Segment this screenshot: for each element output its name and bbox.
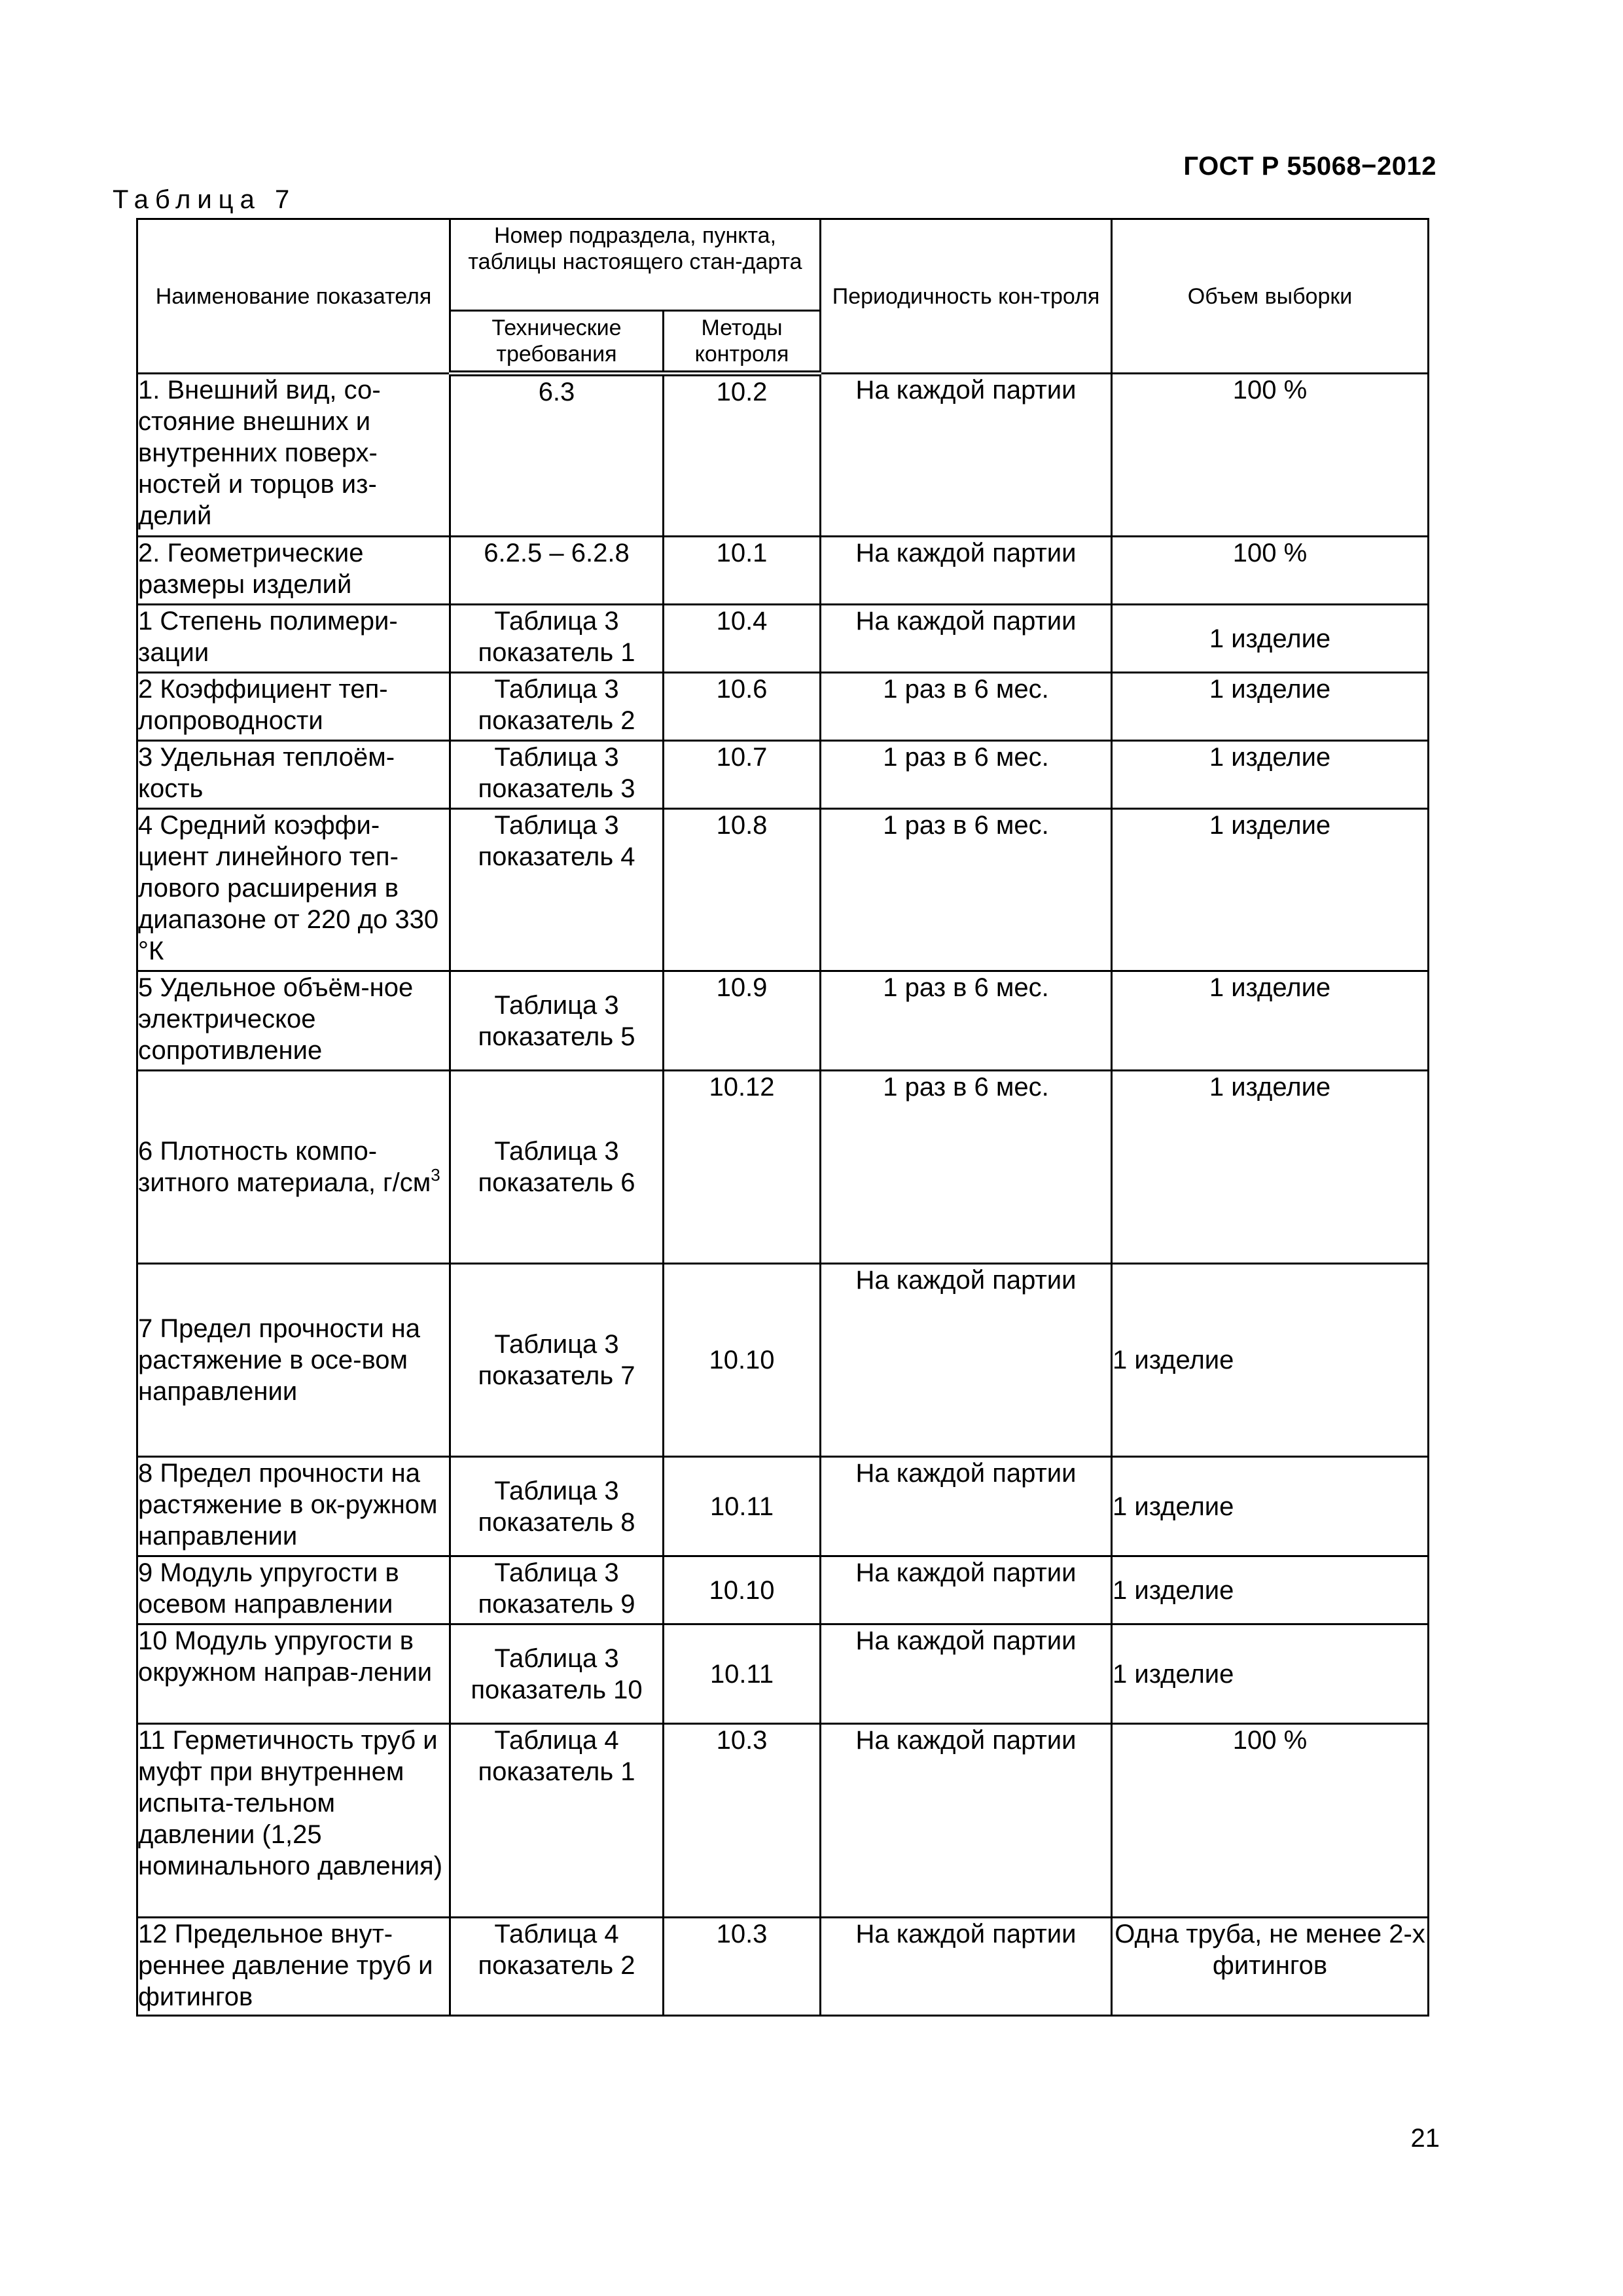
cell-period: На каждой партии: [821, 1624, 1112, 1724]
cell-name: 8 Предел прочности на растяжение в ок-ружном направлении: [137, 1457, 450, 1556]
cell-name: 5 Удельное объём-ное электрическое сопротивление: [137, 971, 450, 1071]
cell-tech: Таблица 3 показатель 10: [450, 1624, 664, 1724]
cell-sample: 1 изделие: [1112, 605, 1429, 673]
cell-methods: 10.6: [664, 673, 821, 741]
header-section-group: Номер подраздела, пункта, таблицы настоящего стан-дарта: [450, 219, 821, 311]
header-test-methods: Методы контроля: [664, 311, 821, 374]
table-row: [137, 1724, 1429, 1918]
cell-name: 4 Средний коэффи-циент линейного теп-лового расширения в диапазоне от 220 до 330 °К: [137, 809, 450, 971]
cell-period: На каждой партии: [821, 374, 1112, 537]
cell-methods: 10.12: [664, 1071, 821, 1264]
cell-methods: 10.10: [664, 1264, 821, 1457]
cell-sample: 100 %: [1112, 1724, 1429, 1918]
cell-tech: Таблица 3 показатель 6: [450, 1071, 664, 1264]
table-row: [137, 1457, 1429, 1556]
cell-name: 10 Модуль упругости в окружном направ-лении: [137, 1624, 450, 1724]
cell-sample: 1 изделие: [1112, 809, 1429, 971]
header-tech-requirements: Технические требования: [450, 311, 664, 374]
cell-methods: 10.2: [664, 374, 821, 537]
cell-name: 2 Коэффициент теп-лопроводности: [137, 673, 450, 741]
cell-tech: 6.3: [450, 374, 664, 537]
header-period: Периодичность кон-троля: [821, 219, 1112, 374]
table-row: [137, 741, 1429, 809]
cell-name: 2. Геометрические размеры изделий: [137, 537, 450, 605]
cell-sample: 1 изделие: [1112, 673, 1429, 741]
standard-designation: ГОСТ Р 55068−2012: [1183, 152, 1436, 181]
control-table: [136, 218, 1429, 2017]
cell-methods: 10.7: [664, 741, 821, 809]
cell-period: На каждой партии: [821, 1556, 1112, 1624]
cell-sample: 100 %: [1112, 537, 1429, 605]
cell-sample: 100 %: [1112, 374, 1429, 537]
cell-tech: Таблица 3 показатель 4: [450, 809, 664, 971]
cell-tech: Таблица 3 показатель 9: [450, 1556, 664, 1624]
header-name: Наименование показателя: [137, 219, 450, 374]
cell-methods: 10.3: [664, 1724, 821, 1918]
cell-period: На каждой партии: [821, 1918, 1112, 2016]
cell-period: 1 раз в 6 мес.: [821, 971, 1112, 1071]
cell-tech: Таблица 4 показатель 1: [450, 1724, 664, 1918]
table-row: [137, 1264, 1429, 1457]
table-row: [137, 1556, 1429, 1624]
cell-sample: 1 изделие: [1112, 1264, 1429, 1457]
cell-period: 1 раз в 6 мес.: [821, 741, 1112, 809]
cell-name: 1. Внешний вид, со-стояние внешних и внутренних поверх-ностей и торцов из-делий: [137, 374, 450, 537]
cell-name: [137, 1071, 450, 1264]
cell-tech: Таблица 3 показатель 2: [450, 673, 664, 741]
cell-sample: 1 изделие: [1112, 1624, 1429, 1724]
cell-name: 1 Степень полимери-зации: [137, 605, 450, 673]
cell-tech: Таблица 3 показатель 5: [450, 971, 664, 1071]
cell-name: 7 Предел прочности на растяжение в осе-вом направлении: [137, 1264, 450, 1457]
cell-sample: Одна труба, не менее 2-х фитингов: [1112, 1918, 1429, 2016]
cell-methods: 10.3: [664, 1918, 821, 2016]
cell-tech: Таблица 3 показатель 8: [450, 1457, 664, 1556]
cell-name: 9 Модуль упругости в осевом направлении: [137, 1556, 450, 1624]
cell-methods: 10.11: [664, 1457, 821, 1556]
table-row: [137, 673, 1429, 741]
cell-period: На каждой партии: [821, 605, 1112, 673]
cell-period: На каждой партии: [821, 537, 1112, 605]
cell-methods: 10.11: [664, 1624, 821, 1724]
cell-period: 1 раз в 6 мес.: [821, 673, 1112, 741]
cell-methods: 10.10: [664, 1556, 821, 1624]
cell-sample: 1 изделие: [1112, 741, 1429, 809]
table-row: [137, 605, 1429, 673]
cell-tech: Таблица 3 показатель 7: [450, 1264, 664, 1457]
cell-name: 3 Удельная теплоём-кость: [137, 741, 450, 809]
cell-period: 1 раз в 6 мес.: [821, 809, 1112, 971]
cell-tech: Таблица 3 показатель 1: [450, 605, 664, 673]
cell-sample: 1 изделие: [1112, 1556, 1429, 1624]
table-row: [137, 1918, 1429, 2016]
cell-sample: 1 изделие: [1112, 1457, 1429, 1556]
cell-name: 12 Предельное внут-реннее давление труб и фитингов: [137, 1918, 450, 2016]
cell-name-text: 6 Плотность компо-зитного материала, г/см: [138, 1137, 431, 1197]
table-row: [137, 374, 1429, 537]
cell-period: На каждой партии: [821, 1457, 1112, 1556]
table-caption: Таблица 7: [113, 185, 296, 214]
cell-sample: 1 изделие: [1112, 971, 1429, 1071]
cell-tech: 6.2.5 – 6.2.8: [450, 537, 664, 605]
table-row: [137, 537, 1429, 605]
cell-sample: 1 изделие: [1112, 1071, 1429, 1264]
cell-period: На каждой партии: [821, 1264, 1112, 1457]
table-row: [137, 971, 1429, 1071]
header-sample: Объем выборки: [1112, 219, 1429, 374]
cell-methods: 10.8: [664, 809, 821, 971]
cell-methods: 10.9: [664, 971, 821, 1071]
cell-tech: Таблица 4 показатель 2: [450, 1918, 664, 2016]
superscript: 3: [431, 1165, 440, 1185]
table-row: [137, 809, 1429, 971]
table-row: [137, 1071, 1429, 1264]
cell-name: 11 Герметичность труб и муфт при внутреннем испыта-тельном давлении (1,25 номинального давления): [137, 1724, 450, 1918]
cell-methods: 10.1: [664, 537, 821, 605]
cell-period: На каждой партии: [821, 1724, 1112, 1918]
table-row: [137, 1624, 1429, 1724]
cell-tech: Таблица 3 показатель 3: [450, 741, 664, 809]
page-number: 21: [1410, 2124, 1440, 2153]
cell-period: 1 раз в 6 мес.: [821, 1071, 1112, 1264]
cell-methods: 10.4: [664, 605, 821, 673]
